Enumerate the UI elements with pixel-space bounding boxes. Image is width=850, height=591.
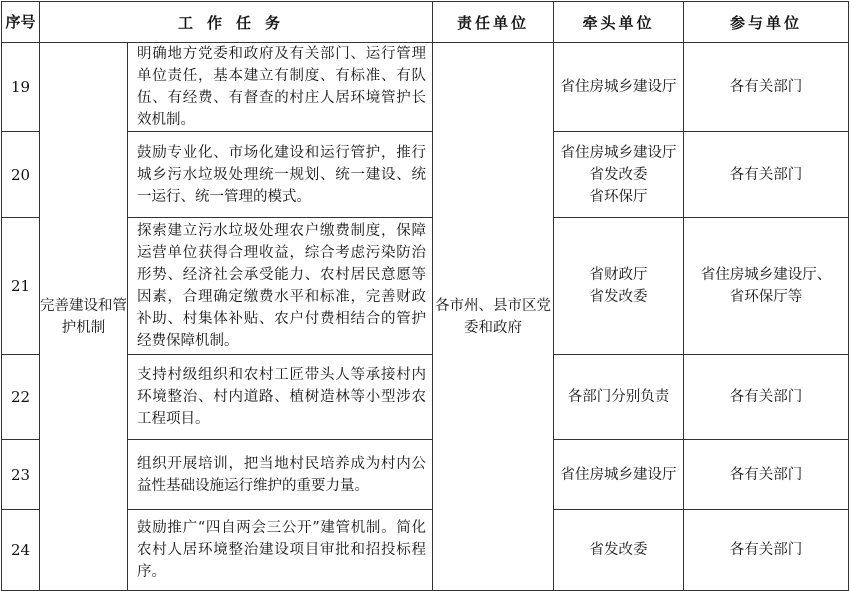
row-lead: 各部门分别负责 xyxy=(554,355,684,440)
row-seq: 24 xyxy=(2,510,40,591)
work-task-table xyxy=(1,1,849,591)
table-row xyxy=(2,510,849,591)
row-lead: 省发改委 xyxy=(554,510,684,591)
row-seq: 22 xyxy=(2,355,40,440)
row-seq: 20 xyxy=(2,132,40,218)
row-lead-text: 省住房城乡建设厅 省发改委 省环保厅 xyxy=(560,144,677,205)
row-participate-text: 省住房城乡建设厅、 省环保厅等 xyxy=(700,267,832,305)
header-row xyxy=(2,2,849,43)
row-task: 鼓励推广“四自两会三公开”建管机制。简化农村人居环境整治建设项目审批和招投标程序。 xyxy=(128,510,433,591)
table-row xyxy=(2,218,849,355)
header-task xyxy=(40,2,433,43)
row-task: 支持村级组织和农村工匠带头人等承接村内环境整治、村内道路、植树造林等小型涉农工程项目。 xyxy=(128,355,433,440)
row-participate xyxy=(684,218,849,355)
row-lead xyxy=(554,218,684,355)
row-seq: 19 xyxy=(2,43,40,132)
table-row xyxy=(2,43,849,132)
row-participate: 各有关部门 xyxy=(684,132,849,218)
responsible-unit-cell: 各市州、县市区党委和政府 xyxy=(433,43,554,591)
row-task: 鼓励专业化、市场化建设和运行管护，推行城乡污水垃圾处理统一规划、统一建设、统一运行、统一管理的模式。 xyxy=(128,132,433,218)
row-lead: 省住房城乡建设厅 xyxy=(554,43,684,132)
header-participate: 参与单位 xyxy=(684,2,849,43)
row-lead xyxy=(554,132,684,218)
table-row xyxy=(2,132,849,218)
row-seq: 23 xyxy=(2,440,40,510)
row-task: 明确地方党委和政府及有关部门、运行管理单位责任，基本建立有制度、有标准、有队伍、有经费、有督查的村庄人居环境管护长效机制。 xyxy=(128,43,433,132)
row-participate: 各有关部门 xyxy=(684,440,849,510)
row-lead-text: 省财政厅 省发改委 xyxy=(589,267,648,305)
row-task: 探索建立污水垃圾处理农户缴费制度，保障运营单位获得合理收益，综合考虑污染防治形势、经济社会承受能力、农村居民意愿等因素，合理确定缴费水平和标准，完善财政补助、村集体补贴、农户付费相结合的管护经费保障机制。 xyxy=(128,218,433,355)
category-cell: 完善建设和管护机制 xyxy=(40,43,128,591)
table-row xyxy=(2,440,849,510)
header-responsible: 责任单位 xyxy=(433,2,554,43)
row-participate: 各有关部门 xyxy=(684,510,849,591)
row-seq: 21 xyxy=(2,218,40,355)
header-lead: 牵头单位 xyxy=(554,2,684,43)
table-row xyxy=(2,355,849,440)
row-task: 组织开展培训，把当地村民培养成为村内公益性基础设施运行维护的重要力量。 xyxy=(128,440,433,510)
row-participate: 各有关部门 xyxy=(684,355,849,440)
row-lead: 省住房城乡建设厅 xyxy=(554,440,684,510)
header-seq: 序号 xyxy=(2,2,40,43)
header-task-text: 工作任务 xyxy=(178,13,295,32)
row-participate: 各有关部门 xyxy=(684,43,849,132)
